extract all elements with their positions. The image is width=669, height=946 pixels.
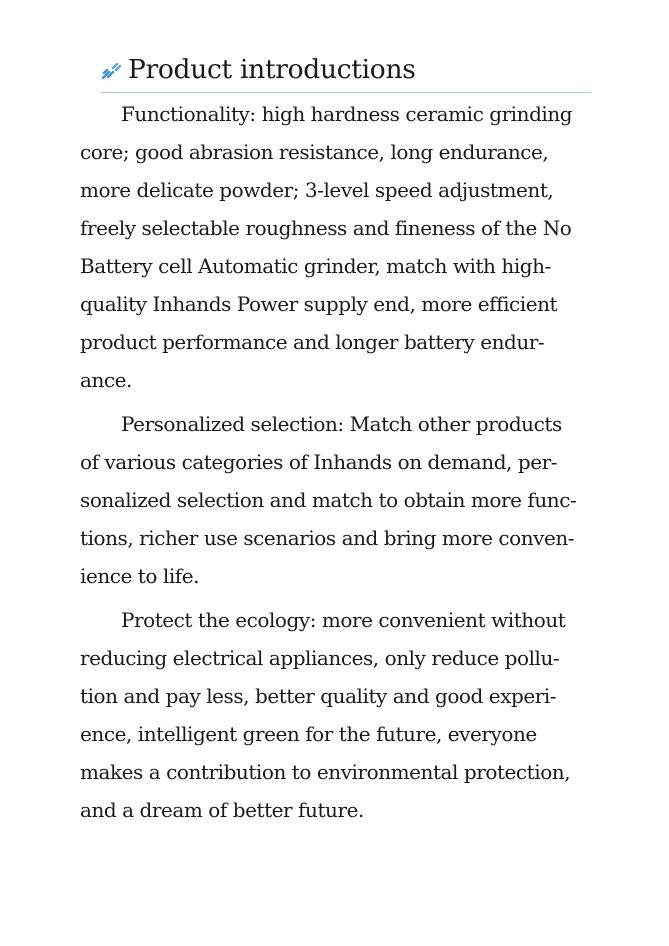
- paragraph-protect-ecology: [80, 601, 590, 829]
- text-line: ance.: [80, 368, 132, 392]
- text-line: Battery cell Automatic grinder, match with high-: [80, 254, 551, 278]
- body-text: [80, 95, 590, 835]
- text-line: core; good abrasion resistance, long endurance,: [80, 140, 549, 164]
- text-line: product performance and longer battery endur-: [80, 330, 545, 354]
- page-title: Product introductions: [128, 54, 416, 85]
- text-line: tions, richer use scenarios and bring more conven-: [80, 526, 575, 550]
- text-line: reducing electrical appliances, only reduce pollu-: [80, 646, 560, 670]
- paragraph-personalized-selection: [80, 405, 590, 595]
- text-line: freely selectable roughness and fineness of the No: [80, 216, 572, 240]
- text-line: ience to life.: [80, 564, 200, 588]
- text-line: of various categories of Inhands on demand, per-: [80, 450, 558, 474]
- section-heading: [101, 50, 591, 93]
- text-line: tion and pay less, better quality and good experi-: [80, 684, 557, 708]
- text-line: Functionality: high hardness ceramic grinding: [121, 102, 573, 126]
- paragraph-functionality: [80, 95, 590, 399]
- text-line: makes a contribution to environmental protection,: [80, 760, 571, 784]
- wave-bars-icon: [101, 56, 123, 82]
- text-line: sonalized selection and match to obtain more func-: [80, 488, 577, 512]
- text-line: Protect the ecology: more convenient without: [121, 608, 566, 632]
- text-line: Personalized selection: Match other products: [121, 412, 562, 436]
- text-line: ence, intelligent green for the future, everyone: [80, 722, 537, 746]
- text-line: quality Inhands Power supply end, more efficient: [80, 292, 558, 316]
- text-line: more delicate powder; 3-level speed adjustment,: [80, 178, 554, 202]
- text-line: and a dream of better future.: [80, 798, 364, 822]
